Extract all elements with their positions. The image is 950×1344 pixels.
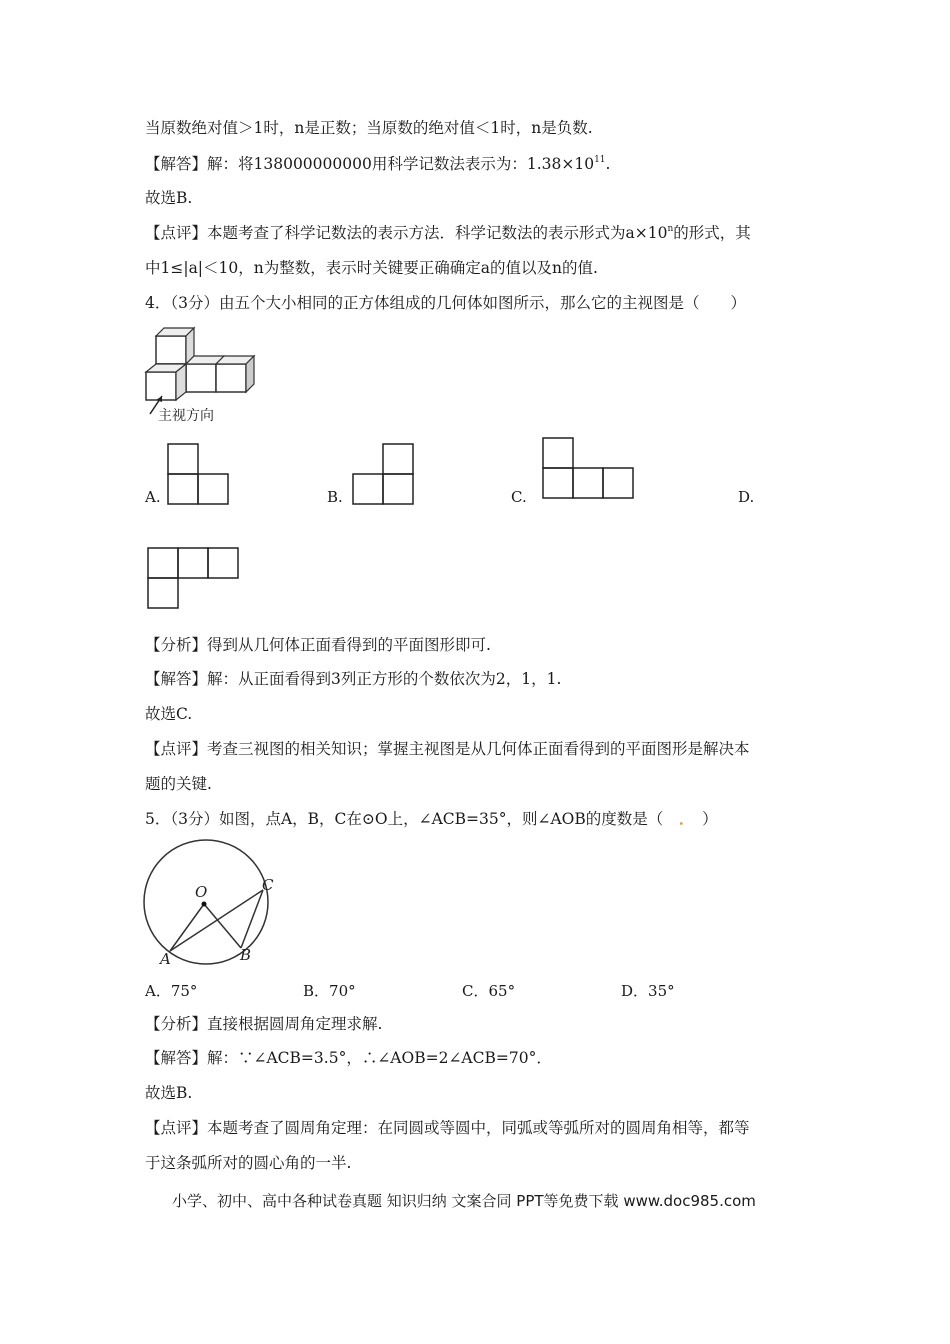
option-b-figure [352,442,414,504]
q4-answer: 【解答】解：从正面看得到3列正方形的个数依次为2，1，1. [145,670,562,688]
option-c-figure [542,436,636,500]
point-b-label: B [240,946,252,964]
q5-comment: 【点评】本题考查了圆周角定理：在同圆或等圆中，同弧或等弧所对的圆周角相等，都等 [145,1119,750,1137]
circle-figure [140,842,280,968]
q4-comment: 【点评】考查三视图的相关知识；掌握主视图是从几何体正面看得到的平面图形是解决本 [145,740,750,758]
point-c-label: C [262,876,274,894]
point-a-label: A [160,950,171,968]
q4-choose: 故选C. [145,705,193,723]
q5-comment-2: 于这条弧所对的圆心角的一半. [145,1154,352,1172]
option-b-label: B. [327,488,343,506]
q5-answer: 【解答】解：∵∠ACB=3.5°，∴∠AOB=2∠ACB=70°． [145,1049,552,1067]
option-a-figure [167,442,229,504]
answer-line: 【解答】解：将138000000000用科学记数法表示为：$1.38\times 10^{11}$. [145,155,611,173]
accent-dot: ． [678,809,687,828]
text-line: 当原数绝对值＞1时，n是正数；当原数的绝对值＜1时，n是负数. [145,119,593,137]
view-direction-caption: 主视方向 [158,408,214,424]
q5-choose: 故选B. [145,1084,193,1102]
option-d-figure [147,546,241,610]
choose-line: 故选B. [145,189,193,207]
q5-analysis: 【分析】直接根据圆周角定理求解. [145,1015,383,1033]
q4-comment-2: 题的关键. [145,775,212,793]
comment-line-2: 中1≤|a|＜10，n为整数，表示时关键要正确确定a的值以及n的值. [145,259,598,277]
question-5: 5．（3分）如图，点A，B，C在⊙O上，∠ACB=35°，则∠AOB的度数是（ ． ） [145,809,718,828]
comment-line: 【点评】本题考查了科学记数法的表示方法．科学记数法的表示形式为$a\times 10^n$的形式，其 [145,224,751,242]
option-a-label: A. [145,488,161,506]
q5-option-b: B．70° [303,982,356,1000]
q4-analysis: 【分析】得到从几何体正面看得到的平面图形即可. [145,636,491,654]
q5-option-c: C．65° [462,982,516,1000]
cube-figure [140,322,260,422]
option-c-label: C. [511,488,527,506]
option-d-label: D. [738,488,755,506]
point-o-label: O [195,883,208,901]
question-4: 4．（3分）由五个大小相同的正方体组成的几何体如图所示，那么它的主视图是（ ） [145,294,746,312]
q5-option-a: A．75° [145,982,198,1000]
footer-text: 小学、初中、高中各种试卷真题 知识归纳 文案合同 PPT等免费下载 www.doc985.com [172,1192,756,1210]
q5-option-d: D．35° [621,982,675,1000]
